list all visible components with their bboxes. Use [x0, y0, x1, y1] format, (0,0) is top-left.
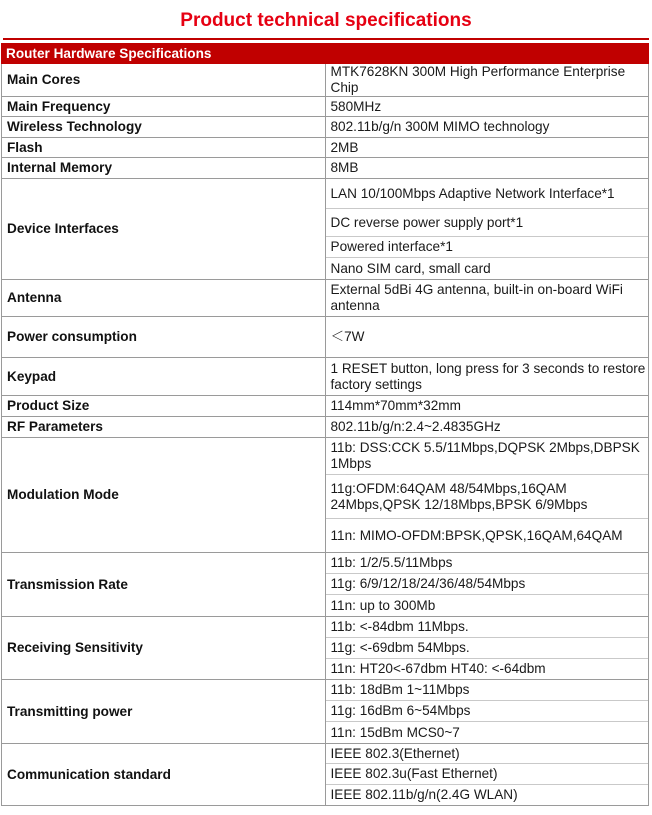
table-row	[2, 744, 649, 806]
spec-value-cell	[325, 744, 649, 806]
spec-label: Product Size	[7, 398, 90, 413]
spec-label: Modulation Mode	[7, 487, 119, 502]
spec-value-cell	[325, 617, 649, 680]
spec-value-cell	[325, 396, 649, 417]
spec-label-cell	[2, 617, 326, 680]
spec-label: Power consumption	[7, 329, 137, 344]
spec-label-cell	[2, 680, 326, 744]
spec-label-cell	[2, 117, 326, 138]
table-row	[2, 179, 649, 280]
spec-value-line: 11b: <-84dbm 11Mbps.	[326, 617, 649, 638]
spec-label: RF Parameters	[7, 419, 103, 434]
table-row	[2, 117, 649, 138]
table-row	[2, 317, 649, 358]
spec-label-cell	[2, 317, 326, 358]
spec-label-cell	[2, 358, 326, 396]
spec-value-line: Nano SIM card, small card	[330, 260, 491, 276]
title-bar	[3, 0, 649, 40]
spec-value: 1 RESET button, long press for 3 seconds to restore factory settings	[330, 360, 646, 392]
spec-table	[1, 43, 649, 806]
spec-label-cell	[2, 553, 326, 617]
spec-label: Flash	[7, 139, 43, 155]
spec-label: Transmission Rate	[7, 576, 128, 592]
spec-label-cell	[2, 744, 326, 806]
spec-value-cell	[325, 553, 649, 617]
spec-value: 802.11b/g/n:2.4~2.4835GHz	[330, 419, 501, 434]
spec-value-line: 11n: 15dBm MCS0~7	[330, 724, 460, 740]
spec-value-line: 11g: 16dBm 6~54Mbps	[326, 701, 649, 722]
spec-label-cell	[2, 179, 326, 280]
spec-value-cell	[325, 117, 649, 138]
table-row	[2, 64, 649, 97]
spec-value-cell	[325, 280, 649, 317]
spec-value-line: IEEE 802.3(Ethernet)	[326, 744, 649, 764]
spec-value-line: 11n: MIMO-OFDM:BPSK,QPSK,16QAM,64QAM	[330, 527, 623, 543]
spec-value-line: 11g: <-69dbm 54Mbps.	[326, 638, 649, 659]
spec-value: External 5dBi 4G antenna, built-in on-board WiFi antenna	[330, 282, 623, 313]
table-row	[2, 280, 649, 317]
spec-value-cell	[325, 64, 649, 97]
table-row	[2, 617, 649, 680]
spec-value-line: 11b: 1/2/5.5/11Mbps	[326, 553, 649, 574]
table-row	[2, 417, 649, 438]
spec-value-line: 11n: HT20<-67dbm HT40: <-64dbm	[330, 661, 546, 676]
spec-value: 802.11b/g/n 300M MIMO technology	[330, 119, 550, 134]
spec-value: MTK7628KN 300M High Performance Enterprise Chip	[330, 64, 626, 95]
spec-value-cell	[325, 358, 649, 396]
spec-value-cell	[325, 417, 649, 438]
spec-label: Antenna	[7, 290, 62, 305]
spec-label-cell	[2, 417, 326, 438]
table-row	[2, 553, 649, 617]
spec-value-cell	[325, 158, 649, 179]
spec-value-line: 11g: 6/9/12/18/24/36/48/54Mbps	[326, 574, 649, 595]
table-row	[2, 138, 649, 158]
spec-label-cell	[2, 438, 326, 553]
spec-label: Receiving Sensitivity	[7, 640, 143, 655]
table-row	[2, 358, 649, 396]
spec-value: 8MB	[330, 160, 359, 175]
table-row	[2, 158, 649, 179]
spec-value-line: DC reverse power supply port*1	[326, 209, 649, 237]
spec-label: Internal Memory	[7, 160, 112, 175]
spec-value-line: 11b: DSS:CCK 5.5/11Mbps,DQPSK 2Mbps,DBPSK 1Mbps	[326, 438, 649, 475]
spec-label: Main Cores	[7, 72, 81, 87]
spec-label: Wireless Technology	[7, 119, 142, 134]
spec-value-line: 11n: up to 300Mb	[330, 597, 436, 613]
spec-value: 2MB	[330, 139, 359, 155]
spec-value-line: IEEE 802.3u(Fast Ethernet)	[326, 764, 649, 785]
spec-value-cell	[325, 97, 649, 117]
page-title: Product technical specifications	[180, 10, 472, 31]
spec-value: ＜7W	[330, 329, 365, 344]
spec-label-cell	[2, 280, 326, 317]
spec-value-line: IEEE 802.11b/g/n(2.4G WLAN)	[330, 787, 518, 802]
spec-value-cell	[325, 680, 649, 744]
spec-label-cell	[2, 138, 326, 158]
table-row	[2, 438, 649, 553]
spec-value: 114mm*70mm*32mm	[330, 398, 461, 413]
spec-label-cell	[2, 64, 326, 97]
table-row	[2, 97, 649, 117]
spec-value-line: 11b: 18dBm 1~11Mbps	[326, 680, 649, 701]
spec-value-cell	[325, 179, 649, 280]
table-row	[2, 396, 649, 417]
spec-value-line: Powered interface*1	[326, 237, 649, 258]
spec-label-cell	[2, 158, 326, 179]
spec-value-line: 11g:OFDM:64QAM 48/54Mbps,16QAM 24Mbps,QPSK 12/18Mbps,BPSK 6/9Mbps	[326, 475, 649, 519]
spec-label: Communication standard	[7, 766, 171, 782]
spec-label: Main Frequency	[7, 98, 111, 114]
section-header-row	[2, 44, 649, 64]
spec-value-cell	[325, 317, 649, 358]
spec-label-cell	[2, 396, 326, 417]
section-header: Router Hardware Specifications	[2, 44, 649, 64]
spec-label: Keypad	[7, 368, 57, 384]
table-row	[2, 680, 649, 744]
spec-value-cell	[325, 138, 649, 158]
spec-value-cell	[325, 438, 649, 553]
spec-label-cell	[2, 97, 326, 117]
spec-value-line: LAN 10/100Mbps Adaptive Network Interface*1	[326, 179, 649, 209]
spec-value: 580MHz	[330, 98, 382, 114]
spec-label: Transmitting power	[7, 703, 133, 719]
spec-label: Device Interfaces	[7, 221, 119, 236]
